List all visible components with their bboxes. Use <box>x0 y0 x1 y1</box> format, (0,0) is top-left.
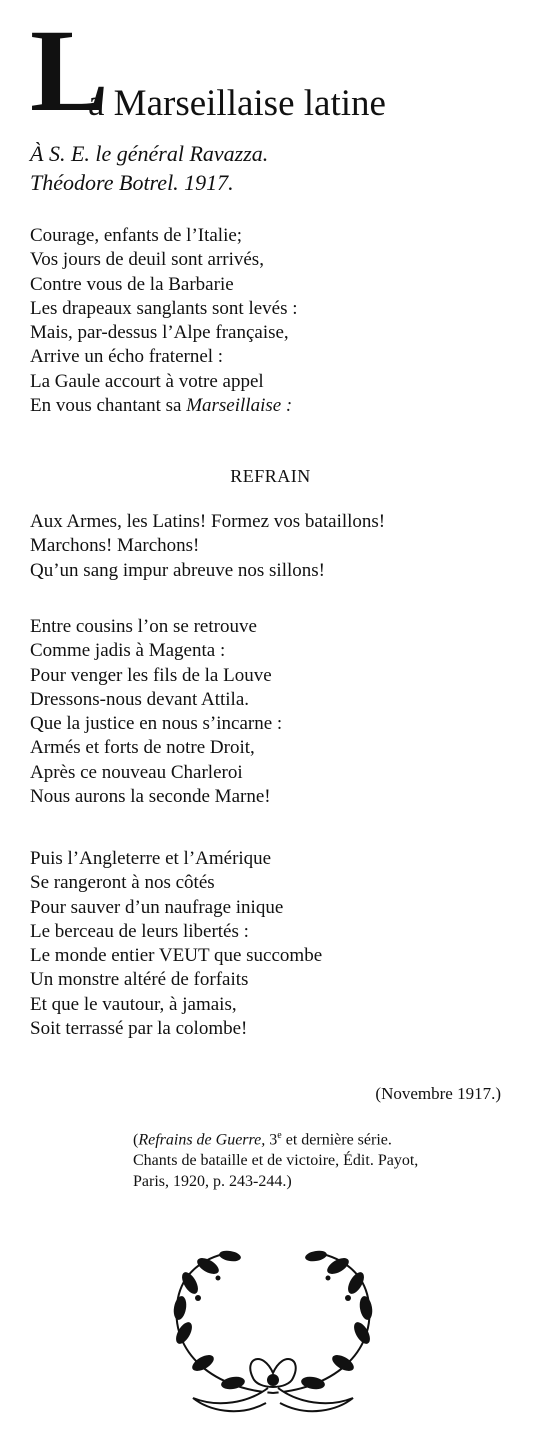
verse-line: Pour venger les fils de la Louve <box>30 664 272 686</box>
date-note: (Novembre 1917.) <box>375 1084 501 1103</box>
verse-line: Pour sauver d’un naufrage inique <box>30 896 284 918</box>
drop-cap: L <box>30 5 107 136</box>
citation-superscript: e <box>277 1130 282 1141</box>
verse-line: Le monde entier VEUT que succombe <box>30 945 323 967</box>
verse-line: Après ce nouveau Charleroi <box>30 761 243 783</box>
verse-line <box>30 394 298 418</box>
verse-line: Nous aurons la seconde Marne! <box>30 786 271 808</box>
verse-line: Marchons! Marchons! <box>30 535 200 557</box>
verse-line: Aux Armes, les Latins! Formez vos bataillons! <box>30 511 386 532</box>
stanza-3 <box>30 847 322 1041</box>
verse-line: Mais, par-dessus l’Alpe française, <box>30 322 289 344</box>
stanza-1 <box>30 224 298 418</box>
title-text: a Marseillaise latine <box>88 83 386 124</box>
dedication <box>30 139 268 197</box>
verse-line: Armés et forts de notre Droit, <box>30 737 255 759</box>
verse-line: Dressons-nous devant Attila. <box>30 688 250 710</box>
citation-line <box>133 1125 525 1150</box>
citation-text: et dernière série. <box>281 1131 392 1149</box>
verse-line: Vos jours de deuil sont arrivés, <box>30 249 264 271</box>
verse-line: Les drapeaux sanglants sont levés : <box>30 297 298 319</box>
verse-line: Entre cousins l’on se retrouve <box>30 616 257 637</box>
source-citation <box>133 1125 525 1192</box>
verse-italic: Marseillaise : <box>186 395 293 417</box>
verse-line: Courage, enfants de l’Italie; <box>30 225 243 246</box>
citation-title: Refrains de Guerre, <box>138 1131 266 1149</box>
dedication-line: Théodore Botrel. 1917. <box>30 170 234 195</box>
verse-line: Contre vous de la Barbarie <box>30 273 234 295</box>
verse-line: Comme jadis à Magenta : <box>30 640 226 662</box>
verse-line: Arrive un écho fraternel : <box>30 346 224 368</box>
verse-line: Un monstre altéré de forfaits <box>30 969 249 991</box>
citation-text: 3 <box>265 1131 278 1149</box>
refrain-heading: REFRAIN <box>230 466 311 486</box>
verse-line: Et que le vautour, à jamais, <box>30 993 237 1015</box>
citation-text: ( <box>133 1131 139 1149</box>
refrain <box>30 510 385 583</box>
poem-title <box>30 5 530 136</box>
citation-line: Paris, 1920, p. 243-244.) <box>133 1173 292 1191</box>
verse-line: La Gaule accourt à votre appel <box>30 370 264 392</box>
verse-line: Se rangeront à nos côtés <box>30 872 215 894</box>
dedication-line: À S. E. le général Ravazza. <box>30 141 269 166</box>
verse-line: Que la justice en nous s’incarne : <box>30 713 283 735</box>
verse-line: Puis l’Angleterre et l’Amérique <box>30 848 272 869</box>
citation-line: Chants de bataille et de victoire, Édit. Payot, <box>133 1152 419 1170</box>
verse-text: En vous chantant sa <box>30 395 187 417</box>
verse-line: Qu’un sang impur abreuve nos sillons! <box>30 559 325 581</box>
verse-line: Le berceau de leurs libertés : <box>30 920 249 942</box>
laurel-wreath-icon <box>148 1238 398 1423</box>
stanza-2 <box>30 615 282 809</box>
verse-line: Soit terrassé par la colombe! <box>30 1018 248 1040</box>
